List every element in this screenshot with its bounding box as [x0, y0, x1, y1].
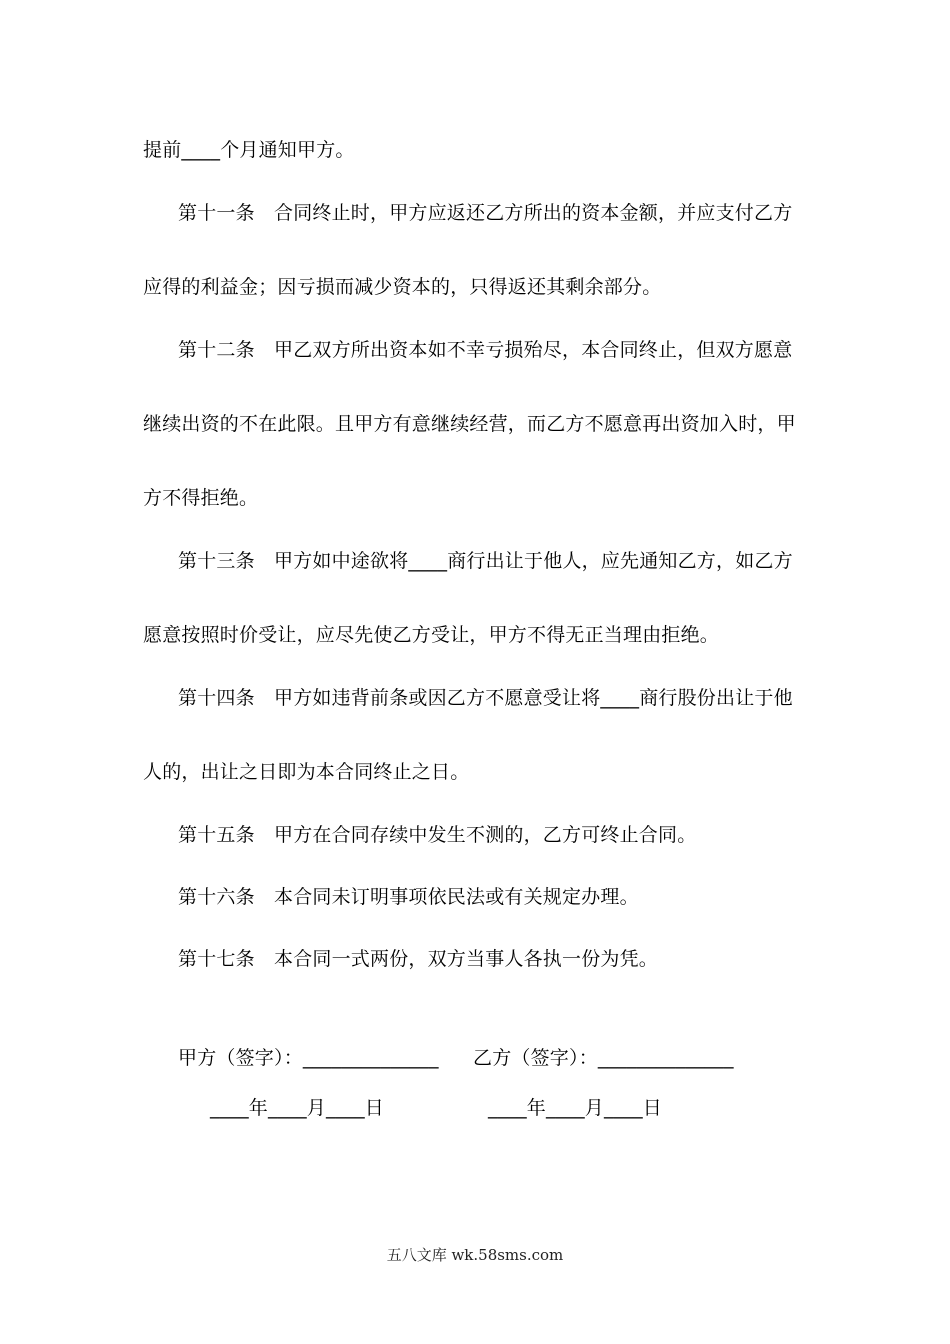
article-15: 第十五条 甲方在合同存续中发生不测的，乙方可终止合同。 — [178, 824, 697, 846]
text-line: 应得的利益金；因亏损而减少资本的，只得返还其剩余部分。 — [143, 276, 662, 298]
party-a-signature: 甲方（签字）：______________ — [178, 1047, 439, 1069]
party-b-signature: 乙方（签字）：______________ — [473, 1047, 734, 1069]
text-line: 方不得拒绝。 — [143, 487, 259, 509]
footer-watermark: 五八文库 wk.58sms.com — [386, 1246, 564, 1264]
article-11: 第十一条 合同终止时，甲方应返还乙方所出的资本金额，并应支付乙方 — [178, 202, 793, 224]
party-b-date: ____年____月____日 — [488, 1097, 663, 1119]
article-12: 第十二条 甲乙双方所出资本如不幸亏损殆尽，本合同终止，但双方愿意 — [178, 339, 793, 361]
text-line: 愿意按照时价受让，应尽先使乙方受让，甲方不得无正当理由拒绝。 — [143, 624, 720, 646]
article-13: 第十三条 甲方如中途欲将____商行出让于他人，应先通知乙方，如乙方 — [178, 550, 793, 572]
article-14: 第十四条 甲方如违背前条或因乙方不愿意受让将____商行股份出让于他 — [178, 687, 793, 709]
text-line: 提前____个月通知甲方。 — [143, 139, 355, 161]
article-17: 第十七条 本合同一式两份，双方当事人各执一份为凭。 — [178, 948, 659, 970]
party-a-date: ____年____月____日 — [210, 1097, 385, 1119]
text-line: 人的，出让之日即为本合同终止之日。 — [143, 761, 470, 783]
text-line: 继续出资的不在此限。且甲方有意继续经营，而乙方不愿意再出资加入时，甲 — [143, 413, 796, 435]
article-16: 第十六条 本合同未订明事项依民法或有关规定办理。 — [178, 886, 639, 908]
